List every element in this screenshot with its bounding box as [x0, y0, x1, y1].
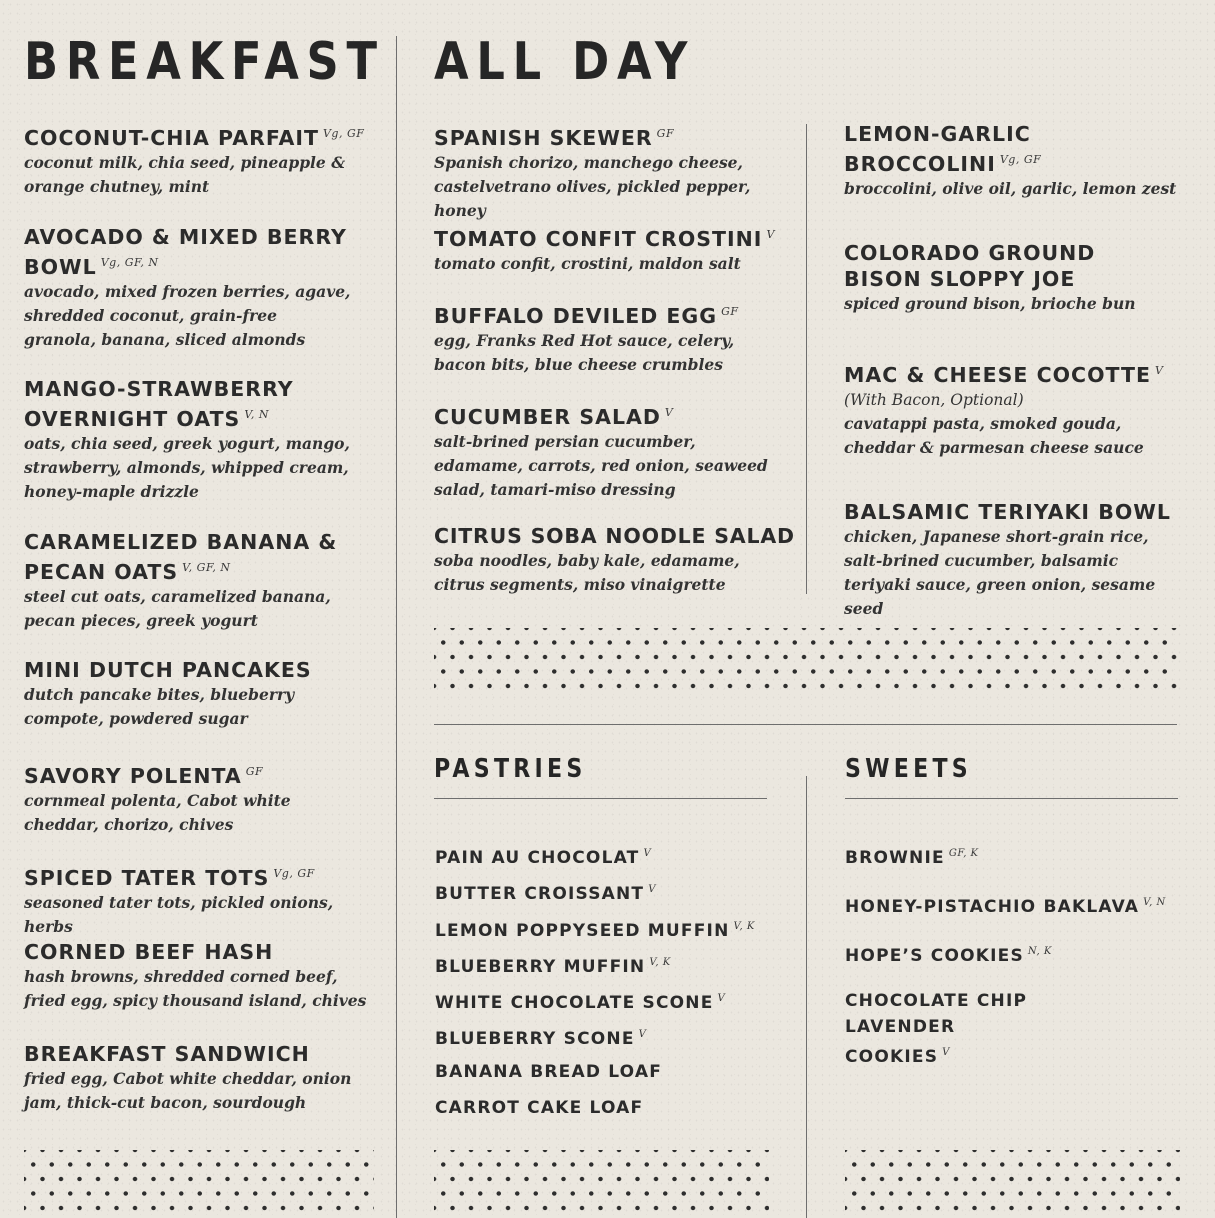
menu-item — [434, 523, 799, 597]
diet-tag: V, N — [244, 408, 269, 421]
sweet-item: CHOCOLATE CHIP LAVENDER COOKIES $^V$ — [845, 991, 1028, 1067]
menu-item — [24, 657, 384, 731]
menu-item — [24, 861, 384, 939]
title-underline — [434, 798, 767, 799]
menu-item — [434, 299, 794, 377]
item-name: TOMATO CONFIT CROSTINI $^V$ — [434, 227, 775, 251]
menu-item — [24, 529, 384, 633]
column-divider — [806, 124, 807, 594]
item-desc: seasoned tater tots, pickled onions, herbs — [24, 893, 334, 936]
menu-item — [434, 121, 794, 223]
diet-tag: V, GF, N — [182, 561, 231, 574]
menu-item — [24, 1041, 384, 1115]
item-name: COLORADO GROUND BISON SLOPPY JOE — [844, 241, 1096, 291]
item-desc: cornmeal polenta, Cabot white cheddar, chorizo, chives — [24, 791, 291, 834]
section-divider — [434, 724, 1177, 725]
diet-tag: V, K — [649, 956, 671, 968]
column-divider — [396, 36, 397, 1218]
pastry-item: WHITE CHOCOLATE SCONE $^V$ — [435, 993, 726, 1014]
menu-item — [434, 400, 794, 502]
diet-tag: V — [648, 884, 656, 896]
diet-tag: GF — [721, 305, 739, 318]
menu-item — [24, 224, 384, 352]
sweet-item: HOPE’S COOKIES $^{N, K}$ — [845, 946, 1052, 966]
dot-pattern — [434, 1150, 769, 1218]
item-name: MINI DUTCH PANCAKES — [24, 658, 312, 682]
menu-item — [844, 240, 1194, 316]
item-name: CITRUS SOBA NOODLE SALAD — [434, 524, 795, 548]
pastry-item: BLUEBERRY MUFFIN $^{V, K}$ — [435, 956, 671, 977]
item-desc: cavatappi pasta, smoked gouda, cheddar & parmesan cheese sauce — [844, 414, 1144, 457]
item-desc: tomato confit, crostini, maldon salt — [434, 254, 741, 273]
diet-tag: Vg, GF — [999, 153, 1042, 166]
menu-item — [24, 121, 384, 199]
diet-tag: V — [942, 1047, 950, 1058]
diet-tag: Vg, GF, N — [100, 256, 159, 269]
column-divider — [806, 776, 807, 1218]
pastry-item: CARROT CAKE LOAF — [435, 1098, 644, 1119]
diet-tag: GF, K — [948, 848, 979, 859]
item-name: MANGO-STRAWBERRY OVERNIGHT OATS $^{V, N}$ — [24, 377, 294, 431]
item-desc: steel cut oats, caramelized banana, pecan pieces, greek yogurt — [24, 587, 331, 630]
item-name: SPICED TATER TOTS $^{Vg, GF}$ — [24, 866, 315, 890]
item-name: SAVORY POLENTA $^{GF}$ — [24, 764, 264, 788]
dot-pattern — [434, 628, 1179, 698]
item-desc: coconut milk, chia seed, pineapple & orange chutney, mint — [24, 153, 346, 196]
item-desc: broccolini, olive oil, garlic, lemon zest — [844, 179, 1177, 198]
item-note: (With Bacon, Optional) — [844, 391, 1024, 409]
dot-pattern — [24, 1150, 374, 1218]
item-name: LEMON-GARLIC BROCCOLINI $^{Vg, GF}$ — [844, 122, 1042, 176]
pastry-item: BUTTER CROISSANT $^V$ — [435, 884, 656, 905]
diet-tag: V, N — [1143, 897, 1166, 908]
item-desc: soba noodles, baby kale, edamame, citrus segments, miso vinaigrette — [434, 551, 740, 594]
item-desc: chicken, Japanese short-grain rice, salt-brined cucumber, balsamic teriyaki sauce, green onion, sesame seed — [844, 527, 1156, 618]
item-desc: avocado, mixed frozen berries, agave, shredded coconut, grain-free granola, banana, sliced almonds — [24, 282, 351, 349]
menu-item — [844, 358, 1194, 460]
menu-item — [24, 759, 384, 837]
diet-tag: V, K — [733, 920, 755, 932]
sweets-title: SWEETS — [845, 754, 972, 784]
sweet-item: HONEY-PISTACHIO BAKLAVA $^{V, N}$ — [845, 897, 1166, 917]
diet-tag: GF — [245, 765, 264, 778]
menu-item — [844, 499, 1194, 621]
item-desc: dutch pancake bites, blueberry compote, powdered sugar — [24, 685, 295, 728]
diet-tag: GF — [656, 127, 675, 140]
diet-tag: V — [643, 848, 652, 859]
item-name: BALSAMIC TERIYAKI BOWL — [844, 500, 1171, 524]
sweet-item: BROWNIE $^{GF, K}$ — [845, 848, 979, 868]
diet-tag: V — [1154, 364, 1164, 377]
item-name: COCONUT-CHIA PARFAIT $^{Vg, GF}$ — [24, 126, 365, 150]
pastry-item: LEMON POPPYSEED MUFFIN $^{V, K}$ — [435, 920, 755, 941]
item-desc: fried egg, Cabot white cheddar, onion jam, thick-cut bacon, sourdough — [24, 1069, 352, 1112]
pastry-item: BANANA BREAD LOAF — [435, 1061, 663, 1082]
item-desc: salt-brined persian cucumber, edamame, carrots, red onion, seaweed salad, tamari-miso dressing — [434, 432, 768, 499]
item-name: MAC & CHEESE COCOTTE $^V$ — [844, 363, 1164, 387]
item-name: SPANISH SKEWER $^{GF}$ — [434, 126, 675, 150]
item-name: CUCUMBER SALAD $^V$ — [434, 405, 674, 429]
diet-tag: V — [766, 228, 775, 241]
diet-tag: N, K — [1027, 946, 1052, 957]
item-desc: hash browns, shredded corned beef, fried egg, spicy thousand island, chives — [24, 967, 367, 1010]
menu-item — [434, 222, 794, 276]
breakfast-title: BREAKFAST — [24, 32, 385, 92]
pastries-list — [435, 841, 785, 1131]
all-day-title: ALL DAY — [434, 32, 696, 92]
dot-pattern — [845, 1150, 1180, 1218]
diet-tag: Vg, GF — [273, 867, 315, 880]
item-name: CARAMELIZED BANANA & PECAN OATS $^{V, GF, N}$ — [24, 530, 338, 584]
diet-tag: V — [664, 406, 674, 419]
item-desc: egg, Franks Red Hot sauce, celery, bacon bits, blue cheese crumbles — [434, 331, 735, 374]
item-name: AVOCADO & MIXED BERRY BOWL $^{Vg, GF, N}$ — [24, 225, 347, 279]
item-desc: oats, chia seed, greek yogurt, mango, strawberry, almonds, whipped cream, honey-maple drizzle — [24, 434, 350, 501]
title-underline — [845, 798, 1178, 799]
pastry-item: PAIN AU CHOCOLAT $^V$ — [435, 848, 652, 868]
menu-item — [844, 121, 1194, 201]
item-desc: spiced ground bison, brioche bun — [844, 294, 1136, 313]
pastry-item: BLUEBERRY SCONE $^V$ — [435, 1029, 647, 1050]
menu-item — [24, 376, 384, 504]
item-name: BUFFALO DEVILED EGG $^{GF}$ — [434, 304, 739, 328]
diet-tag: V — [717, 993, 726, 1005]
item-name: CORNED BEEF HASH — [24, 940, 274, 964]
diet-tag: V — [638, 1029, 647, 1041]
diet-tag: Vg, GF — [322, 127, 365, 140]
item-desc: Spanish chorizo, manchego cheese, castelvetrano olives, pickled pepper, honey — [434, 153, 751, 220]
pastries-title: PASTRIES — [434, 754, 587, 784]
menu-item — [24, 939, 384, 1013]
item-name: BREAKFAST SANDWICH — [24, 1042, 310, 1066]
